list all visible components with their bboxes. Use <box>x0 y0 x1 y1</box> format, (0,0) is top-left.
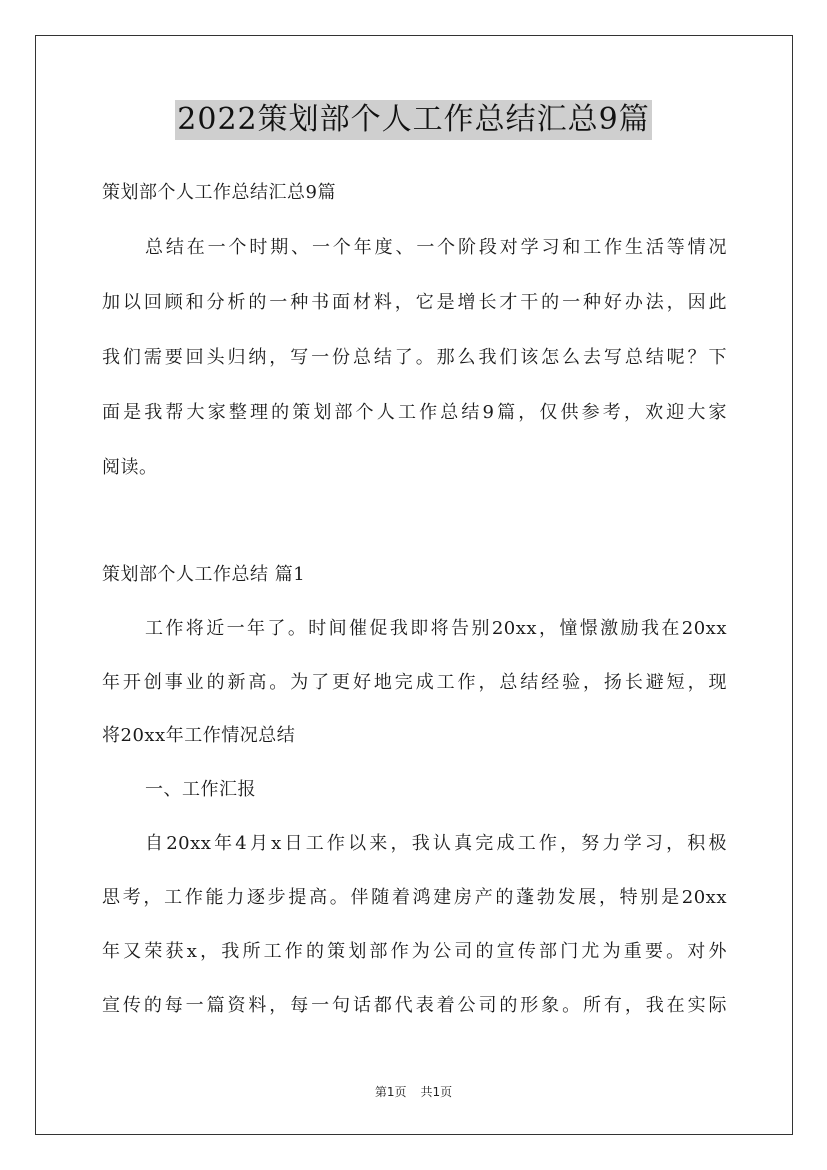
intro-line-5: 阅读。 <box>102 457 158 478</box>
subheading: 一、工作汇报 <box>145 779 256 800</box>
document-title: 2022策划部个人工作总结汇总9篇 <box>175 100 651 140</box>
section-heading: 策划部个人工作总结 篇1 <box>102 564 306 585</box>
intro-line-1: 总结在一个时期、一个年度、一个阶段对学习和工作生活等情况 <box>145 237 727 258</box>
page-total: 共1页 <box>420 1085 453 1099</box>
intro-line-3: 我们需要回头归纳，写一份总结了。那么我们该怎么去写总结呢？下 <box>102 347 727 368</box>
para1-line-1: 工作将近一年了。时间催促我即将告别20xx，憧憬激励我在20xx <box>145 618 727 639</box>
title-container <box>0 100 827 140</box>
document-subtitle: 策划部个人工作总结汇总9篇 <box>102 182 336 203</box>
intro-line-2: 加以回顾和分析的一种书面材料，它是增长才干的一种好办法，因此 <box>102 292 727 313</box>
para1-line-3: 将20xx年工作情况总结 <box>102 725 296 746</box>
page-number: 第1页 <box>374 1085 407 1099</box>
intro-line-4: 面是我帮大家整理的策划部个人工作总结9篇，仅供参考，欢迎大家 <box>102 402 727 423</box>
para2-line-1: 自20xx年4月x日工作以来，我认真完成工作，努力学习，积极 <box>145 833 727 854</box>
para2-line-3: 年又荣获x，我所工作的策划部作为公司的宣传部门尤为重要。对外 <box>102 941 727 962</box>
para1-line-2: 年开创事业的新高。为了更好地完成工作，总结经验，扬长避短，现 <box>102 672 727 693</box>
para2-line-4: 宣传的每一篇资料，每一句话都代表着公司的形象。所有，我在实际 <box>102 995 727 1016</box>
page-footer <box>0 1084 827 1100</box>
para2-line-2: 思考，工作能力逐步提高。伴随着鸿建房产的蓬勃发展，特别是20xx <box>102 887 727 908</box>
